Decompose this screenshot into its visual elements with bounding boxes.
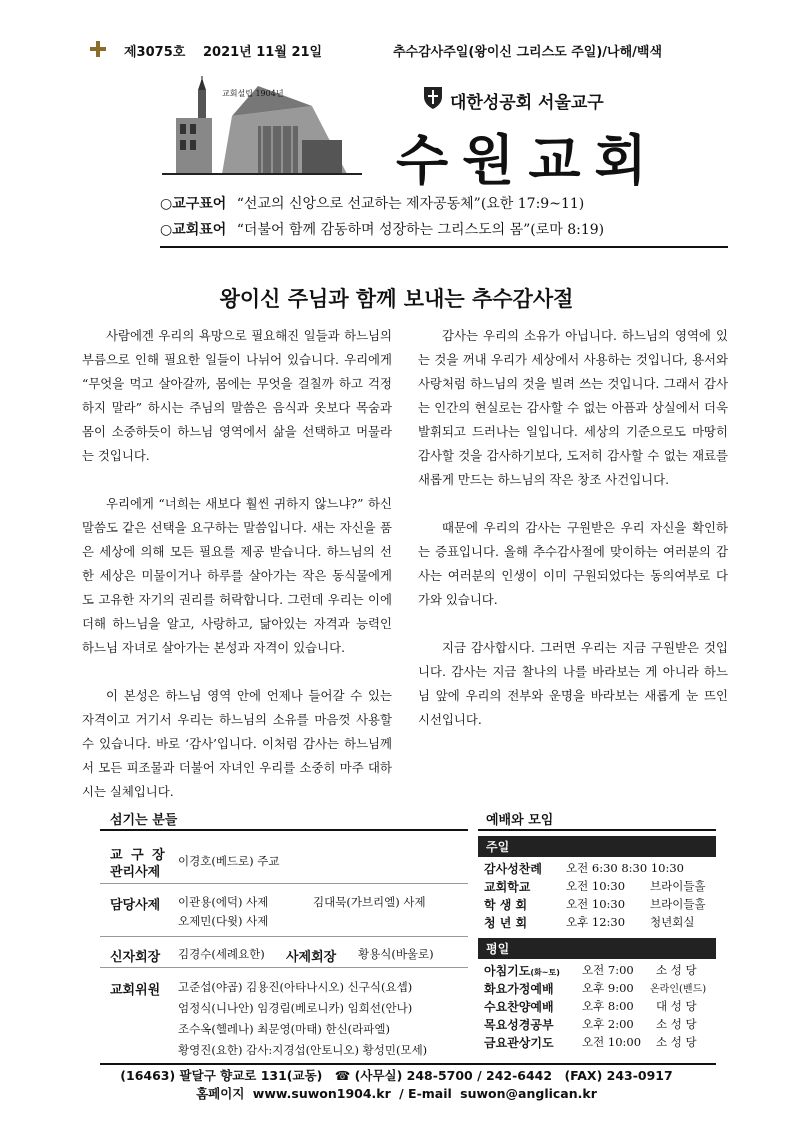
diocese-motto-text: “선교의 신앙으로 선교하는 제자공동체”(요한 17:9~11) xyxy=(236,196,585,212)
footer-contact xyxy=(0,1066,793,1084)
schedule-name: 아침기도(화~토) xyxy=(484,964,560,978)
schedule-name: 교회학교 xyxy=(484,880,531,894)
article-paragraph: 우리에게 “너희는 새보다 훨씬 귀하지 않느냐?” 하신 말씀도 같은 선택을 요구하는 말씀입니다. 새는 자신을 품은 세상에 의해 모든 필요를 제공 받습니다. 하느님의 선한 세상은 미물이거나 하루를 살아가는 작은 동식물에게도 고유한 자기의 권리를 허락합니다. 그런데 우리는 이에 더해 하느님을 알고, 사랑하고, 닮아있는 자격과 능력인 하느님 자녀로 살아가는 본성과 자격이 있습니다. xyxy=(82,496,392,655)
staff-label-bishop: 교 구 장 xyxy=(110,848,167,863)
cross-icon xyxy=(90,41,106,57)
schedule-row xyxy=(478,1016,716,1032)
divider xyxy=(100,883,468,884)
issue-date: 2021년 11월 21일 xyxy=(203,45,323,60)
schedule-name: 금요관상기도 xyxy=(484,1036,554,1050)
email-label: / E-mail xyxy=(399,1086,452,1101)
staff-label-committee: 교회위원 xyxy=(110,983,161,998)
diocese-motto-label: ○교구표어 xyxy=(160,196,227,212)
staff-value-priest: 김대묵(가브리엘) 사제 xyxy=(313,895,426,909)
diocese-name: 대한성공회 서울교구 xyxy=(450,93,604,113)
weekday-header: 평일 xyxy=(478,938,716,959)
article-paragraph: 감사는 우리의 소유가 아닙니다. 하느님의 영역에 있는 것을 꺼내 우리가 세상에서 사용하는 것입니다, 용서와 사랑처럼 하느님의 것을 빌려 쓰는 것입니다. 그래서 감사는 인간의 현실로는 감사할 수 없는 아픔과 상실에서 더욱 발휘되고 드러나는 일입니다. 세상의 기준으로도 마땅히 감사할 것을 감사하기보다, 도저히 감사할 수 없는 재료를 새롭게 만드는 하느님의 작은 창조 사건입니다. xyxy=(418,328,728,487)
staff-value-priest: 오제민(다윗) 사제 xyxy=(178,914,269,928)
schedule-time: 오후 8:00 xyxy=(582,999,634,1013)
issue-number: 제3075호 xyxy=(124,45,186,60)
staff-label-priests: 담당사제 xyxy=(110,898,161,913)
diocese-seal-icon xyxy=(422,85,444,109)
footer-rule xyxy=(100,1063,716,1065)
footer-address: (16463) 팔달구 향교로 131(교동) xyxy=(120,1068,323,1083)
staff-label-administrator: 관리사제 xyxy=(110,865,161,880)
schedule-time: 오후 12:30 xyxy=(566,915,626,929)
schedule-place: 대 성 당 xyxy=(656,999,697,1013)
schedule-name: 목요성경공부 xyxy=(484,1018,554,1032)
schedule-place: 소 성 당 xyxy=(656,963,697,977)
divider xyxy=(100,936,468,937)
article-title: 왕이신 주님과 함께 보내는 추수감사절 xyxy=(219,287,574,311)
staff-value-warden: 황용식(바울로) xyxy=(358,947,434,961)
article-right-column xyxy=(418,324,728,756)
staff-section-title: 섬기는 분들 xyxy=(110,813,178,828)
schedule-name: 감사성찬례 xyxy=(484,862,542,876)
photo-caption: 교회설립 1904년 xyxy=(222,89,284,98)
diocese-motto xyxy=(160,193,584,213)
schedule-place: 소 성 당 xyxy=(656,1035,697,1049)
staff-rule xyxy=(100,829,468,831)
schedule-row xyxy=(478,896,716,912)
sunday-header: 주일 xyxy=(478,836,716,857)
email-link[interactable]: suwon@anglican.kr xyxy=(460,1086,597,1101)
divider xyxy=(160,246,728,248)
schedule-time: 오후 2:00 xyxy=(582,1017,634,1031)
schedule-name: 청 년 회 xyxy=(484,916,528,930)
article-left-column xyxy=(82,324,392,828)
committee-line: 조수옥(헬레나) 최문영(마태) 한신(라파엘) xyxy=(178,1022,390,1036)
schedule-row xyxy=(478,962,716,978)
schedule-time: 오전 10:30 xyxy=(566,897,626,911)
article-paragraph: 때문에 우리의 감사는 구원받은 우리 자신을 확인하는 증표입니다. 올해 추수감사절에 맞이하는 여러분의 감사는 여러분의 인생이 이미 구원되었다는 동의여부로 다가와 있습니다. xyxy=(418,520,728,607)
church-motto-text: “더불어 함께 감동하며 성장하는 그리스도의 몸”(로마 8:19) xyxy=(236,222,605,238)
schedule-row xyxy=(478,998,716,1014)
schedule-name: 수요찬양예배 xyxy=(484,1000,554,1014)
staff-label-lay-president: 신자회장 xyxy=(110,950,161,965)
article-paragraph: 지금 감사합시다. 그러면 우리는 지금 구원받은 것입니다. 감사는 지금 찰나의 나를 바라보는 게 아니라 하느님 앞에 우리의 전부와 운명을 바라보는 새롭게 눈 뜨인 시선입니다. xyxy=(418,640,728,727)
schedule-row xyxy=(478,914,716,930)
staff-label-warden: 사제회장 xyxy=(286,950,337,965)
church-motto xyxy=(160,219,604,239)
schedule-place: 소 성 당 xyxy=(656,1017,697,1031)
divider xyxy=(100,967,468,968)
schedule-time: 오전 10:30 xyxy=(566,879,626,893)
church-name: 수원교회 xyxy=(396,128,661,192)
footer-fax: (FAX) 243-0917 xyxy=(564,1068,673,1083)
schedule-time: 오전 7:00 xyxy=(582,963,634,977)
homepage-label: 홈페이지 xyxy=(196,1086,245,1101)
schedule-row xyxy=(478,860,716,876)
article-paragraph: 이 본성은 하느님 영역 안에 언제나 들어갈 수 있는 자격이고 거기서 우리는 하느님의 소유를 마음껏 사용할 수 있습니다. 바로 ‘감사’입니다. 이처럼 감사는 하느님께서 모든 피조물과 더불어 자녀인 우리를 소중히 마주 대하시는 실체입니다. xyxy=(82,688,392,799)
schedule-name: 학 생 회 xyxy=(484,898,528,912)
schedule-place: 청년회실 xyxy=(650,915,695,929)
committee-line: 황영진(요한) 감사:지경섭(안토니오) 황성민(모세) xyxy=(178,1043,428,1057)
schedule-name: 화요가정예배 xyxy=(484,982,554,996)
schedule-place: 브라이들홀 xyxy=(650,879,706,893)
schedule-place: 브라이들홀 xyxy=(650,897,706,911)
schedule-rule xyxy=(478,829,716,831)
footer-web xyxy=(0,1084,793,1102)
schedule-row xyxy=(478,878,716,894)
liturgical-day: 추수감사주일(왕이신 그리스도 주일)/나해/백색 xyxy=(393,45,663,60)
church-motto-label: ○교회표어 xyxy=(160,222,227,238)
committee-line: 고준섭(야곱) 김용진(아타나시오) 신구식(요셉) xyxy=(178,980,413,994)
committee-line: 엄정식(니나안) 임경림(베로니카) 임희선(안나) xyxy=(178,1001,413,1015)
staff-value-priest: 이관용(에덕) 사제 xyxy=(178,895,269,909)
schedule-time: 오전 6:30 8:30 10:30 xyxy=(566,861,684,875)
schedule-panel xyxy=(478,836,716,1060)
article-paragraph: 사람에겐 우리의 욕망으로 필요해진 일들과 하느님의 부름으로 인해 필요한 일들이 나뉘어 있습니다. 우리에게 “무엇을 먹고 살아갈까, 몸에는 무엇을 걸칠까 하고 걱정하지 말라” 하시는 주님의 말씀은 음식과 옷보다 목숨과 몸이 소중하듯이 하느님 영역에서 삶을 선택하고 머물라는 것입니다. xyxy=(82,328,392,463)
schedule-row xyxy=(478,1034,716,1050)
schedule-time: 오후 9:00 xyxy=(582,981,634,995)
staff-value-bishop: 이경호(베드로) 주교 xyxy=(178,854,280,868)
footer-phone: ☎ (사무실) 248-5700 / 242-6442 xyxy=(334,1068,553,1083)
homepage-link[interactable]: www.suwon1904.kr xyxy=(252,1086,391,1101)
schedule-row xyxy=(478,980,716,996)
staff-value-lay-president: 김경수(세례요한) xyxy=(178,947,265,961)
schedule-time: 오전 10:00 xyxy=(582,1035,642,1049)
schedule-section-title: 예배와 모임 xyxy=(486,813,554,828)
schedule-place: 온라인(밴드) xyxy=(650,984,707,995)
